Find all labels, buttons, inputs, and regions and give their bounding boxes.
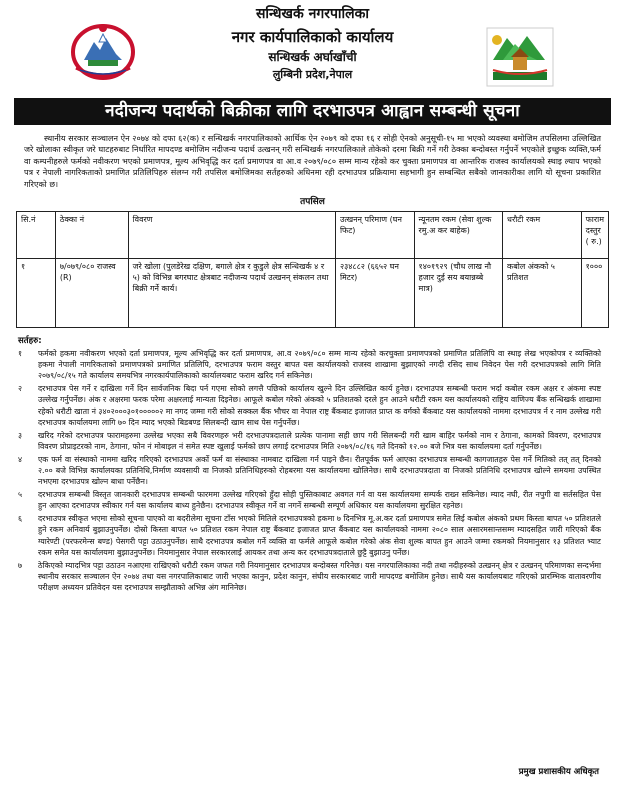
list-item <box>18 513 601 557</box>
col-description: विवरण <box>128 212 335 259</box>
term-text: एक फर्म वा संस्थाको नाममा खरिद गरिएको दरभाउपत्र अर्को फर्म वा संस्थाका नामबाट दाखिला गर्न पाइने छैन। रीतपूर्वक फर्म आएका दरभाउपत्र सम्बन्धी कागजातहरु पेस गर्ने मितिको तत् तत् दिनको २.०० बजे विभिन्न कार्यालयका प्रतिनिधि,निर्माण व्यवसायी वा निजको प्रतिनिधिहरुको रोहबरमा यस कार्यालयमा खोलिनेछ। साथै दरभाउपत्रदाता वा निजको प्रतिनिधि दरभाउपत्र खोल्ने समयमा उपस्थित नभएमा दरभाउपत्र खोल्न बाधा पर्नेछैन। <box>38 454 601 487</box>
term-text: फर्मको हकमा नवीकरण भएको दर्ता प्रमाणपत्र, मूल्य अभिवृद्धि कर दर्ता प्रमाणपत्र, आ.व २०७९/०८० सम्म मान्य रहेको करचुक्ता प्रमाणपत्रको प्रमाणित प्रतिलिपि वा स्थाइ लेख भएकोपत्र र व्यक्तिको हकमा नेपाली नागरिकताको प्रमाणपत्रको प्रमाणित प्रतिलिपि, दरभाउपत्र फराम वस्तुर बापत यस कार्यालयको राजस्व शाखामा बुझाएको नगदी रसिद साथ निवेदन पेस गरी दरभाउपत्रको लागि मिति २०७९/०८/१५ गते कार्यालय समयभित्र नगरकार्यपालिकाको कार्यालयबाट फराम खरिद गर्न सकिनेछ। <box>38 349 601 381</box>
term-number: ३ <box>18 430 23 440</box>
table-cell: १ <box>17 259 56 328</box>
col-form-fee: फाराम दस्तुर ( रु.) <box>581 212 608 259</box>
office-subtitle: नगर कार्यपालिकाको कार्यालय <box>231 27 394 46</box>
col-contract-no: ठेक्का नं <box>55 212 128 259</box>
list-item <box>18 383 601 427</box>
header <box>10 4 615 98</box>
list-item <box>18 430 601 452</box>
term-number: २ <box>18 384 23 394</box>
col-minimum-amount: न्यूनतम रकम (सेवा शुल्क रमु.अ कर बाहेक) <box>414 212 503 259</box>
office-name: सन्धिखर्क नगरपालिका <box>255 6 370 22</box>
municipality-logo-icon <box>485 26 555 88</box>
term-number: ४ <box>18 454 23 464</box>
table-row <box>17 259 609 328</box>
list-item <box>18 560 601 593</box>
table-cell: १००० <box>581 259 608 328</box>
term-number: ६ <box>18 514 23 524</box>
office-province: लुम्बिनी प्रदेश,नेपाल <box>272 68 353 82</box>
notice-title: नदीजन्य पदार्थको बिक्रीका लागि दरभाउपत्र आह्वान सम्बन्धी सूचना <box>14 98 611 125</box>
term-text: दरभाउपत्र स्वीकृत भएमा सोको सूचना पाएको वा बदरीलेमा सूचना टाँस भएको मितिले दरभाउपत्रको हकमा ७ दिनभित्र मू.अ.कर दर्ता प्रमाणपत्र समेत लिई कबोल अंकको प्रथम किस्ता बापत ५० प्रतिशतले हुने रकम अनिवार्य बुझाउनुपर्नेछ। दोस्रो किस्ता बापत ५० प्रतिशत रकम नेपाल राष्ट्र बैंकबाट इजाजत प्राप्त बैंकबाट यस कार्यालयको नाममा २०८० साल असारमसान्तसम्म म्यादसहित जारी गरिएको बैंक ग्यारेण्टी (परफरमेन्स बण्ड) पेसगरी पट्टा उठाउनुपर्नेछ। साथै दरभाउपत्र कबोल गर्ने व्यक्ति वा फर्मले आफूले कबोल गरेको अंक सेवा शुल्क बापत हुन आउने जम्मा रकमको नियमानुसार १३ प्रतिशत भ्याट रकम समेत यस कार्यालयमा बुझाउनुपर्नेछ। नियमानुसार नेपाल सरकारलाई आयकर तथा अन्य कर दरभाउपत्रदाताले छुट्टै बुझाउनु पर्नेछ। <box>38 514 601 557</box>
term-text: खरिद गरेको दरभाउपत्र फारामहरुमा उल्लेख भएका सबै विवरणहरु भरी दरभाउपत्रदाताले प्रत्येक पानामा सही छाप गरी सिलबन्दी गरी खाम बाहिर फर्मको नाम र ठेगाना, कामको विवरण, दरभाउपत्र विवरण प्रोप्राइटरको नाम, ठेगाना, फोन नं मोबाइल नं समेत स्पष्ट खुलाई फर्मको छाप लगाई दरभाउपत्र मिति २०७९/०८/१६ गते दिनको १२.०० बजे भित्र यस कार्यालयमा दर्ता गर्नुपर्नेछ। <box>38 430 601 451</box>
col-deposit: धरौटी रकम <box>503 212 582 259</box>
table-cell: ७/०७९/०८० राजस्व (R) <box>55 259 128 328</box>
term-text: ठेकिएको म्यादभित्र पट्टा उठाउन नआएमा राखिएको धरौटी रकम जफत गरी नियमानुसार दरभाउपत्र बन्दोबस्त गरिनेछ। यस नगरपालिकाका नदी तथा नदीहरुको उत्खनन् क्षेत्र र उत्खनन् परिमाणका सन्दर्भमा स्थानीय सरकार सञ्चालन ऐन २०७४ तथा यस नगरपालिकाबाट जारी भएका कानुन, प्रदेश कानुन, संघीय सरकारबाट जारी मापदण्ड बमोजिम हुनेछ। साथै यस कार्यालयबाट गरिएको प्रारम्भिक वातावरणीय परीक्षण अध्ययन प्रतिवेदन यस दरभाउपत्र सम्झौताको अभिन्न अंग मानिनेछ। <box>38 560 601 592</box>
signature-title: प्रमुख प्रशासकीय अधिकृत <box>518 767 599 777</box>
table-cell: कबोल अंकको ५ प्रतिशत <box>503 259 582 328</box>
term-text: दरभाउपत्र सम्बन्धी विस्तृत जानकारी दरभाउपत्र सम्बन्धी फारममा उल्लेख गरिएको हुँदा सोही पुस्तिकाबाट अवगत गर्न वा यस कार्यालयमा सम्पर्क राख्न सकिनेछ। म्याद नघी, रीत नपुगी वा सर्तसहित पेस हुन आएका दरभाउपत्र स्वीकार गर्न यस कार्यालय बाध्य हुनेछैन। दरभाउपत्र स्वीकृत गर्ने वा नगर्ने सम्बन्धी सम्पूर्ण अधिकार यस कार्यालयमा सुरक्षित रहनेछ। <box>38 490 601 511</box>
nepal-emblem-icon <box>70 20 136 80</box>
list-item <box>18 454 601 487</box>
list-item <box>18 348 601 381</box>
col-quantity: उत्खनन् परिमाण (घन फिट) <box>335 212 414 259</box>
table-cell: २३४८८२ (६६५२ घन मिटर) <box>335 259 414 328</box>
term-number: ५ <box>18 490 23 500</box>
term-number: १ <box>18 349 23 359</box>
intro-paragraph: स्थानीय सरकार सञ्चालन ऐन २०७४ को दफा ६२(क) र सन्धिखर्क नगरपालिकाको आर्थिक ऐन २०७९ को दफा १६ र सोही ऐनको अनुसूची-१५ मा भएको व्यवस्था बमोजिम तपसिलमा उल्लिखित जरे खोलाका स्वीकृत जरे घाटहरुबाट निर्धारित मापदण्ड बमोजिम नदीजन्य पदार्थ उत्खनन् गरी सन्धिखर्क नगरपालिकाले तोकेको दरमा बिक्री गर्ने गरी ठेक्का बन्दोबस्त गर्नुपर्ने भएकोले इच्छुक व्यक्ति,फर्म वा कम्पनीहरुले फर्मको नवीकरण भएको प्रमाणपत्र, मूल्य अभिवृद्धि कर दर्ता प्रमाणपत्र वा आ.व २०७९/०८० सम्म मान्य रहेको कर चुक्ता प्रमाणपत्र वा आन्तरिक राजस्व कार्यालयको स्थाइ ल्याप भएको पत्र र नेपाली नागरिकताको प्रमाणित प्रतिलिपिहरु संलग्न गरी तपसिल बमोजिमका सर्तहरुको अधिनमा रही दरभाउपत्र प्रक्रियामा सहभागी हुन सम्बन्धित सबैको जानकारीका लागि यो सूचना प्रकाशित गरिएको छ। <box>24 133 601 189</box>
list-item <box>18 489 601 511</box>
table-cell: १४०१९२९ (चौध लाख नौ हजार दुई सय बयान्नब्बे मात्र) <box>414 259 503 328</box>
contract-table <box>16 211 609 328</box>
terms-heading: सर्तहरु: <box>18 336 42 347</box>
table-cell: जरे खोला (पुलडेरेख दक्षिण, बगाले क्षेत्र र कुडुले क्षेत्र सन्धिखर्क ४ र ५) को विभिन्न बगरघाट क्षेत्रबाट नदीजन्य पदार्थ उत्खनन् संकलन तथा बिक्री गर्ने कार्य। <box>128 259 335 328</box>
col-sn: सि.नं <box>17 212 56 259</box>
term-number: ७ <box>18 560 23 570</box>
term-text: दरभाउपत्र पेस गर्ने र दाखिला गर्ने दिन सार्वजनिक बिदा पर्न गएमा सोको लगत्तै पछिको कार्यालय खुल्ने दिन उल्लिखित कार्य हुनेछ। दरभाउपत्र सम्बन्धी फराम भर्दा कबोल रकम अक्षर र अंकमा स्पष्ट उल्लेख गर्नुपर्नेछ। अंक र अक्षरमा फरक परेमा अक्षरलाई मान्यता दिइनेछ। आफूले कबोल गरेको अंकको ५ प्रतिशतको दरले हुन आउने धरौटी रकम यस कार्यालयको राष्ट्रिय वाणिज्य बैंक सन्धिखर्क शाखामा रहेको धरौटी खाता नं ३४०२०००३०१०००००२ मा नगद जम्मा गरी सोको सक्कल बैंक भौचर वा नेपाल राष्ट्र बैंकबाट इजाजत प्राप्त क वर्गको बैंकबाट यस कार्यालयको नाममा दरभाउपत्र र्न र नाम उल्लेख गरी दरभाउपत्र कार्यालयमा लागि ७० दिन म्याद भएको बिडबण्ड सिलबन्दी खाम साथ पेस गर्नुपर्नेछ। <box>38 384 601 427</box>
office-location: सन्धिखर्क अर्घाखाँची <box>268 50 357 65</box>
schedule-heading: तपसिल <box>300 197 325 208</box>
table-header-row <box>17 212 609 259</box>
terms-list <box>18 348 601 593</box>
